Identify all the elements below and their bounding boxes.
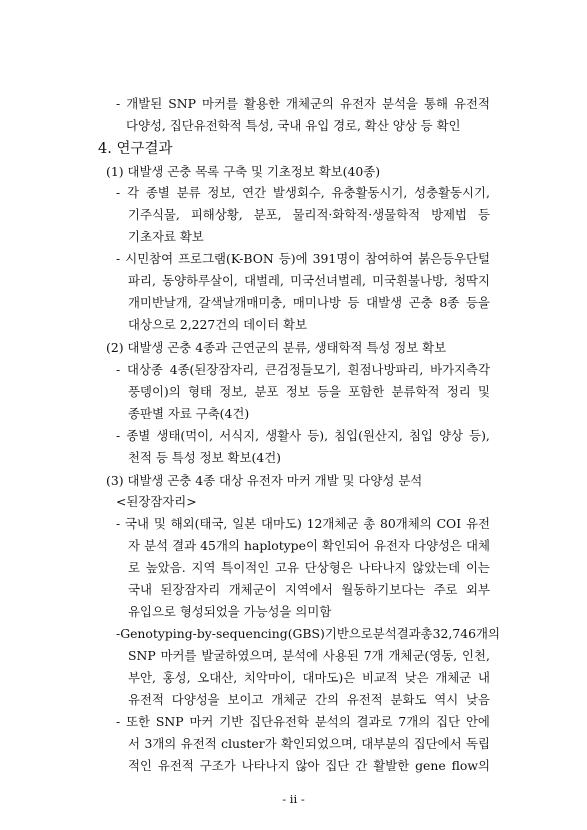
intro-line: 다양성, 집단유전학적 특성, 국내 유입 경로, 확산 양상 등 확인: [126, 118, 461, 133]
word: 총: [363, 516, 376, 531]
word: 동양하루살이,: [162, 273, 238, 288]
word: 확인되었으며,: [281, 736, 357, 751]
word: 분화도: [390, 692, 427, 707]
word: 비교적: [361, 670, 398, 685]
word: 발굴하였으며,: [201, 648, 278, 663]
word: -: [116, 714, 121, 729]
word: 대마도)은: [302, 670, 356, 685]
word: 발생회수,: [272, 185, 325, 200]
word: 다양성을: [171, 692, 220, 707]
word: 연간: [242, 185, 267, 200]
word: 대체: [466, 538, 490, 553]
word: 미국선녀벌레,: [290, 273, 366, 288]
word: 개체군(영동,: [388, 648, 458, 663]
word: 해외(태국,: [170, 516, 228, 531]
word: 분포: [254, 384, 279, 399]
word: 서식지,: [219, 428, 260, 443]
body-line: [128, 538, 490, 554]
word: 생태(먹이,: [156, 428, 214, 443]
word: 대상종: [126, 362, 163, 377]
word: 유전적: [157, 758, 194, 773]
word: 유전: [465, 516, 490, 531]
word: 청딱지: [454, 273, 490, 288]
word: 확인되어: [322, 538, 370, 553]
word: 대벌레,: [244, 273, 284, 288]
word: 3개의: [144, 736, 177, 751]
word: 지역에서: [285, 582, 333, 597]
word: 등을: [317, 384, 341, 399]
word: 집단: [436, 714, 461, 729]
body-line: 기초자료 확보: [128, 229, 204, 244]
body-line: 종판별 자료 구축(4건): [128, 406, 250, 421]
word: -: [116, 626, 121, 641]
word: 등: [477, 207, 490, 222]
subsection-heading-2: (2) 대발생 곤충 4종과 근연군의 분류, 생태학적 특성 정보 확보: [106, 340, 447, 355]
word: -: [116, 185, 121, 200]
word: 치악마이,: [243, 670, 296, 685]
word: 대부분의: [361, 736, 410, 751]
word: SNP: [168, 96, 196, 111]
word: 정보: [285, 384, 310, 399]
word: 분석을: [381, 96, 418, 111]
word: 고유: [275, 560, 299, 575]
word: 유전적: [128, 692, 164, 707]
word: Genotyping-by-sequencing: [120, 626, 288, 641]
word: 침입: [408, 428, 433, 443]
word: -: [116, 428, 121, 443]
word: 7개의: [398, 714, 431, 729]
word: 양상: [439, 428, 463, 443]
word: 단상형은: [304, 560, 353, 575]
word: 주로: [433, 582, 458, 597]
word: 흰점나방파리,: [347, 362, 424, 377]
subsection-heading-1: (1) 대발생 곤충 목록 구축 및 기초정보 확보(40종): [106, 164, 381, 179]
word: 성충활동시기,: [414, 185, 490, 200]
word: 바가지측각: [430, 362, 490, 377]
word: 방제법: [431, 207, 467, 222]
word: 등)에: [278, 251, 308, 266]
body-line: [128, 582, 490, 598]
body-line: 천적 등 특성 정보 확보(4건): [128, 450, 281, 465]
word: 등),: [307, 428, 329, 443]
word: 마커를: [202, 96, 238, 111]
body-line: [116, 714, 490, 730]
word: (GBS): [287, 626, 325, 641]
page-number: - ii -: [282, 792, 305, 806]
word: 내: [477, 670, 490, 685]
word: 물리적·화학적·생물학적: [292, 207, 421, 222]
word: 역시: [434, 692, 459, 707]
body-line: [128, 273, 490, 289]
word: 미국흰불나방,: [372, 273, 448, 288]
word: 391명이: [312, 251, 361, 266]
word: 파리,: [128, 273, 156, 288]
word: 대발생: [366, 295, 403, 310]
word: 개체군이: [228, 582, 277, 597]
body-line: [128, 207, 490, 223]
word: 국내: [125, 516, 149, 531]
word: 및: [153, 516, 166, 531]
body-line: [128, 560, 490, 576]
word: 분류학적: [391, 384, 440, 399]
species-label: <된장잠자리>: [116, 494, 197, 509]
word: 특이적인: [221, 560, 270, 575]
word: 인천,: [462, 648, 490, 663]
word: 구조가: [199, 758, 236, 773]
word: 국내: [128, 582, 152, 597]
body-line: 대상으로 2,227건의 데이터 확보: [128, 317, 307, 332]
word: 붉은등우단털: [418, 251, 490, 266]
word: 유전자: [339, 96, 376, 111]
word: 서: [128, 736, 140, 751]
body-line: [116, 362, 490, 378]
word: 나타나지: [241, 758, 290, 773]
word: 형태: [188, 384, 212, 399]
word: 활용한: [244, 96, 280, 111]
word: 등을: [465, 295, 490, 310]
body-line: [128, 648, 490, 664]
body-line: [128, 670, 490, 686]
word: 12개체군: [306, 516, 359, 531]
word: SNP: [155, 714, 184, 729]
word: 유전적: [180, 736, 217, 751]
word: 나타나지: [358, 560, 407, 575]
word: 분포,: [253, 207, 282, 222]
word: 집단유전학: [249, 714, 309, 729]
word: 오대산,: [197, 670, 238, 685]
word: 활발한: [373, 758, 410, 773]
word: 정보,: [219, 384, 248, 399]
word: 월동하기보다는: [341, 582, 426, 597]
word: 포함한: [348, 384, 385, 399]
word: 마커를: [160, 648, 197, 663]
word: 독립: [466, 736, 490, 751]
word: 시민참여: [125, 251, 174, 266]
intro-line: [116, 96, 490, 112]
subsection-heading-3: (3) 대발생 곤충 4종 대상 유전자 마커 개발 및 다양성 분석: [106, 473, 423, 488]
word: 및: [478, 384, 490, 399]
body-line: [116, 428, 490, 444]
word: 유전자: [374, 538, 410, 553]
word: 개체군: [435, 670, 472, 685]
body-line: [128, 758, 490, 774]
word: 갈색날개매미충,: [198, 295, 287, 310]
word: SNP: [128, 648, 156, 663]
word: 안에: [465, 714, 490, 729]
word: cluster가: [221, 736, 277, 751]
word: 정보,: [207, 185, 236, 200]
word: 않았는데: [412, 560, 461, 575]
word: -: [116, 362, 121, 377]
word: 기반: [219, 714, 244, 729]
word: 개미반날개,: [128, 295, 192, 310]
word: 참여하여: [365, 251, 414, 266]
word: 자: [128, 538, 140, 553]
word: 분석: [144, 538, 169, 553]
word: 큰검정들모기,: [264, 362, 341, 377]
word: 정리: [446, 384, 471, 399]
section-heading: 4. 연구결과: [98, 141, 173, 157]
body-line: [116, 626, 500, 642]
body-line: [116, 185, 490, 201]
word: 결과: [172, 538, 197, 553]
word: 종별: [126, 428, 151, 443]
word: 분류: [176, 185, 201, 200]
word: 않아: [295, 758, 320, 773]
word: 지역: [191, 560, 216, 575]
word: -: [116, 96, 121, 111]
word: 높았음.: [145, 560, 186, 575]
word: 외부: [465, 582, 490, 597]
word: 일본: [232, 516, 257, 531]
word: 보이고: [227, 692, 264, 707]
word: 풍뎅이)의: [128, 384, 181, 399]
word: -: [116, 251, 121, 266]
word: 7개: [363, 648, 384, 663]
word: 간: [355, 758, 368, 773]
word: 기반으로: [324, 626, 373, 641]
word: 된장잠자리: [160, 582, 221, 597]
word: 프로그램(K-BON: [178, 251, 274, 266]
word: 등: [347, 295, 360, 310]
word: 생활사: [265, 428, 302, 443]
word: 낮음: [466, 692, 490, 707]
word: 부안,: [128, 670, 156, 685]
word: 분석의: [314, 714, 351, 729]
word: 개체군의: [286, 96, 334, 111]
body-line: 유입으로 형성되었을 가능성을 의미함: [128, 604, 332, 619]
body-line: [128, 692, 490, 708]
word: 마커: [189, 714, 214, 729]
word: 침입(원산지,: [334, 428, 403, 443]
word: 이는: [465, 560, 490, 575]
word: 홍성,: [162, 670, 191, 685]
word: 매미나방: [292, 295, 341, 310]
word: flow의: [451, 758, 490, 773]
word: 또한: [126, 714, 151, 729]
body-line: [128, 295, 490, 311]
word: 개발된: [126, 96, 163, 111]
body-line: [116, 516, 490, 532]
word: 32,746개의: [432, 626, 500, 641]
word: 4종(된장잠자리,: [169, 362, 259, 377]
word: gene: [415, 758, 446, 773]
word: 피해상황,: [190, 207, 243, 222]
body-line: [116, 251, 490, 267]
word: 낮은: [404, 670, 429, 685]
word: 통해: [423, 96, 448, 111]
word: 결과로: [356, 714, 393, 729]
word: 집단: [325, 758, 350, 773]
word: 종별: [145, 185, 170, 200]
word: 총: [420, 626, 433, 641]
word: 8종: [439, 295, 460, 310]
word: 기주식물,: [128, 207, 180, 222]
word: 80개체의: [380, 516, 432, 531]
word: 유충활동시기,: [331, 185, 408, 200]
word: 45개의: [200, 538, 240, 553]
word: 다양성은: [414, 538, 462, 553]
word: 간의: [314, 692, 339, 707]
word: 곤충: [408, 295, 433, 310]
word: 분석에: [282, 648, 318, 663]
body-line: [128, 736, 490, 752]
word: haplotype이: [243, 538, 318, 553]
word: COI: [436, 516, 462, 531]
word: 각: [127, 185, 139, 200]
word: 등),: [469, 428, 490, 443]
word: 분석: [372, 626, 397, 641]
body-line: [128, 384, 490, 400]
word: 로: [128, 560, 140, 575]
word: 유전적: [454, 96, 490, 111]
word: 유전적: [346, 692, 383, 707]
word: 집단에서: [413, 736, 462, 751]
word: 결과: [396, 626, 421, 641]
word: 사용된: [322, 648, 359, 663]
word: 개체군: [271, 692, 308, 707]
word: -: [116, 516, 121, 531]
word: 적인: [128, 758, 152, 773]
word: 대마도): [261, 516, 302, 531]
